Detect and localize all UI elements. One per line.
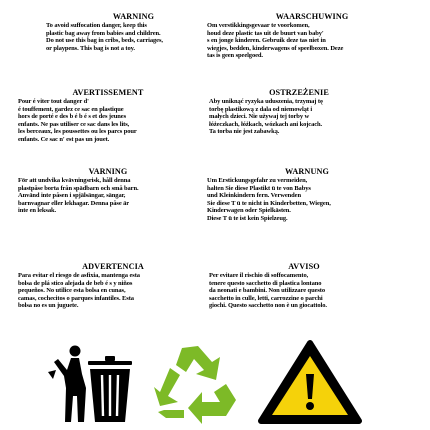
warning-french [18,88,198,144]
warning-german-heading: WARNUNG [285,167,329,176]
warning-english-heading: WARNING [112,12,155,21]
warning-english [46,12,221,52]
warning-german-text: Um Erstickungsgefahr zu vermeiden, halten Sie diese Plastikt ü te von Babys und Kleinkindern fern. Verwenden Sie diese T ü te nicht in Kinderbetten, Wiegen, Kinderwagen oder Spielkästen. Diese T ü te ist kein Spielzeug. [207,177,331,222]
recycle-icon [154,340,240,424]
warning-swedish [18,167,198,215]
warning-triangle-icon [255,339,365,425]
warning-swedish-heading: VARNING [88,167,128,176]
warning-german [207,167,407,223]
warning-polish [209,88,389,136]
warning-italian-heading: AVVISO [288,262,320,271]
warning-polish-heading: OSTRZEŻENIE [269,88,329,97]
warning-english-text: To avoid suffocation danger, keep this plastic bag away from babies and children. Do not use this bag in cribs, beds, carriages, or playpens. This bag is not a toy. [46,22,163,52]
warning-italian [209,262,399,310]
warning-french-text: Pour é viter tout danger d' é touffement, gardez ce sac en plastique hors de porté e des b é b é s et des jeunes enfants. Ne pas utiliser ce sac dans les lits, les berceaux, les poussettes ou les parcs pour enfants. Ce sac n' est pas un jouet. [18,98,137,143]
warning-spanish-text: Para evitar el riesgo de asfixia, mantenga esta bolsa de plá stico alejada de beb é s y niños pequeños. No utilice esta bolsa en cunas, camas, cochecitos o parques infantiles. Esta bolsa no es un juguete. [18,272,140,310]
warning-dutch-heading: WAARSCHUWING [275,12,349,21]
trash-bin-icon [42,340,140,424]
warning-dutch-text: Om verstikkingsgevaar te voorkomen, houd deze plastic tas uit de buurt van baby' s en jonge kinderen. Gebruik deze tas niet in wiegjes, bedden, kinderwagens of speelboxen. Deze tas is geen speelgoed. [207,22,344,60]
warning-french-heading: AVERTISSEMENT [72,88,144,97]
warning-swedish-text: För att undvika kvävningsrisk, håll denna plastpåse borta från spädbarn och små barn. Använd inte påsen i spjälsängar, sängar, barnvagnar eller lekhagar. Denna påse är inte en leksak. [18,177,139,215]
warning-italian-text: Per evitare il rischio di soffocamento, tenere questo sacchetto di plastica lontano da neonati e bambini. Non utilizzare questo sacchetto in culle, letti, carrozzine o parchi giochi. Questo sacchetto non è un giocattolo. [209,272,327,310]
warning-spanish [18,262,208,310]
warning-spanish-heading: ADVERTENCIA [82,262,144,271]
warning-dutch [207,12,417,60]
warning-polish-text: Aby uniknąć ryzyka uduszenia, trzymaj tę torbę plastikową z dala od niemowląt i małych dzieci. Nie używaj tej torby w łóżeczkach, łóżkach, wózkach ani kojcach. Ta torba nie jest zabawką. [209,98,323,136]
